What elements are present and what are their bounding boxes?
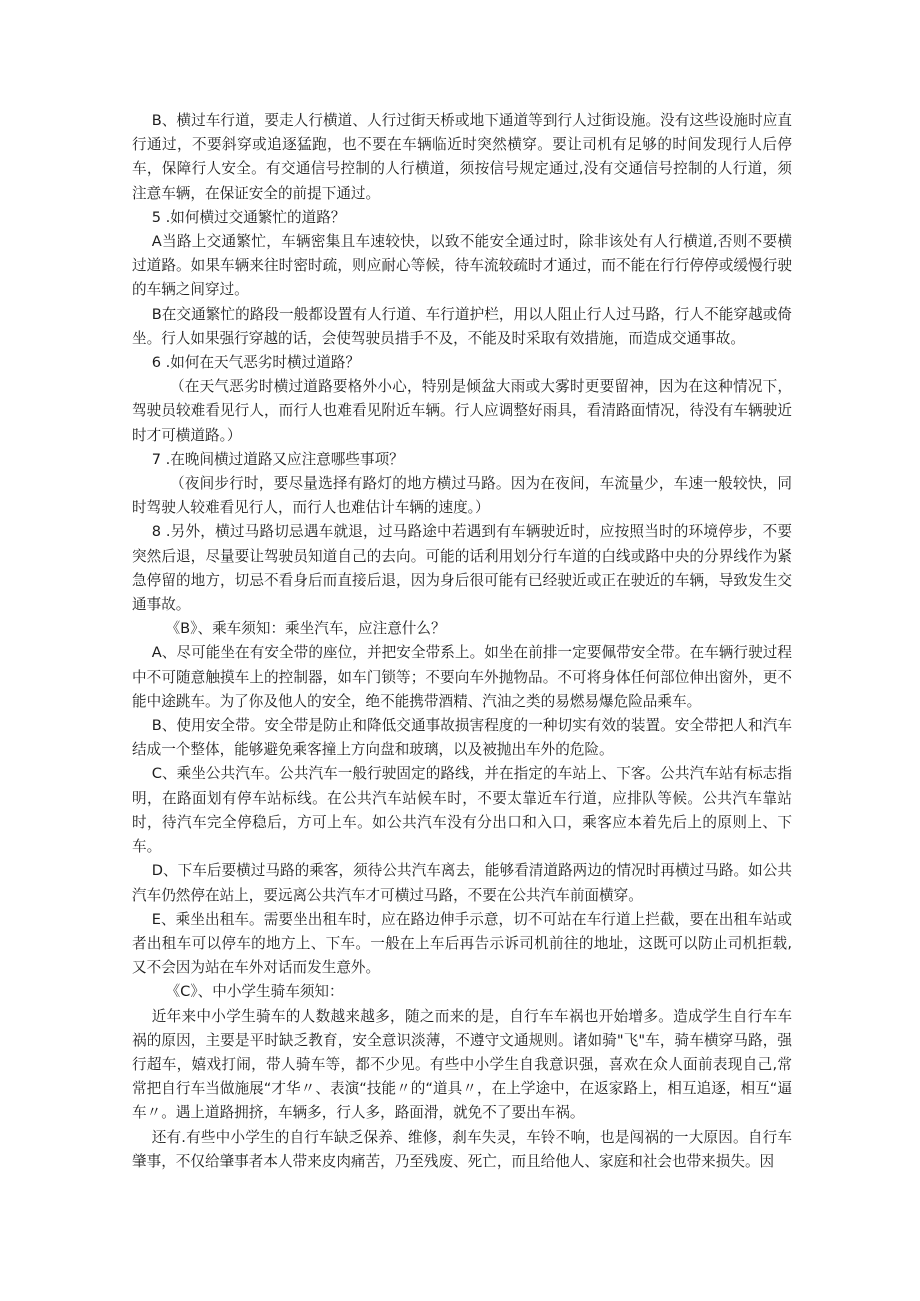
paragraph-student-cycling-1: 近年来中小学生骑车的人数越来越多，随之而来的是，自行车车祸也开始增多。造成学生自行车车祸的原因，主要是平时缺乏教育，安全意识淡薄，不遵守文通规则。诸如骑"飞"车，骑车横穿马路，强行超车，嬉戏打闹，带人骑车等，都不少见。有些中小学生自我意识强，喜欢在众人面前表现自己,常常把自行车当做施展“才华〃、表演“技能〃的“道具〃，在上学途中，在返家路上，相互追逐，相互“逼车〃。遇上道路拥挤，车辆多，行人多，路面滑，就免不了要出车祸。 [132, 1007, 792, 1122]
paragraph-riding-b: B、使用安全带。安全带是防止和降低交通事故损害程度的一种切实有效的装置。安全带把人和汽车结成一个整体，能够避免乘客撞上方向盘和玻璃，以及被抛出车外的危险。 [132, 717, 792, 759]
heading-bad-weather: 6 .如何在天气恶劣时横过道路？ [151, 354, 360, 372]
paragraph-busy-road-a: A当路上交通繁忙，车辆密集且车速较快，以致不能安全通过时，除非该处有人行横道,否则不要横过道路。如果车辆来往时密时疏，则应耐心等候，待车流较疏时才通过，而不能在行行停停或缓慢行驶的车辆之间穿过。 [132, 233, 792, 299]
paragraph-do-not-retreat: 8 .另外，横过马路切忌遇车就退，过马路途中若遇到有车辆驶近时，应按照当时的环境停步，不要突然后退，尽量要让驾驶员知道自己的去向。可能的话利用划分行车道的白线或路中央的分界线作为紧急停留的地方，切忌不看身后而直接后退，因为身后很可能有已经驶近或正在驶近的车辆，导致发生交通事故。 [132, 523, 792, 614]
paragraph-night-crossing: （夜间步行时，要尽量选择有路灯的地方横过马路。因为在夜间，车流量少，车速一般较快，同时驾驶人较难看见行人，而行人也难估计车辆的速度。） [132, 475, 792, 517]
paragraph-riding-d: D、下车后要横过马路的乘客，须待公共汽车离去，能够看清道路两边的情况时再横过马路。如公共汽车仍然停在站上，要远离公共汽车才可横过马路，不要在公共汽车前面横穿。 [132, 862, 792, 904]
heading-riding-bus: 《B》、乘车须知：乘坐汽车，应注意什么？ [165, 620, 446, 638]
heading-night-crossing: 7 .在晚间横过道路又应注意哪些事项？ [151, 450, 404, 468]
paragraph-student-cycling-2: 还有.有些中小学生的自行车缺乏保养、维修，刹车失灵，车铃不响，也是闯祸的一大原因。自行车肇事，不仅给肇事者本人带来皮肉痛苦，乃至残废、死亡，而且给他人、家庭和社会也带来损失。因 [132, 1128, 792, 1170]
heading-student-cycling: 《C》、中小学生骑车须知： [165, 983, 344, 1001]
paragraph-riding-c: C、乘坐公共汽车。公共汽车一般行驶固定的路线，并在指定的车站上、下客。公共汽车站有标志指明，在路面划有停车站标线。在公共汽车站候车时，不要太靠近车行道，应排队等候。公共汽车靠站时，待汽车完全停稳后，方可上车。如公共汽车没有分出口和入口，乘客应本着先后上的原则上、下车。 [132, 765, 792, 856]
document-body [132, 109, 792, 1174]
paragraph-riding-e: E、乘坐出租车。需要坐出租车时，应在路边伸手示意，切不可站在车行道上拦截，要在出租车站或者出租车可以停车的地方上、下车。一般在上车后再告示诉司机前往的地址，这既可以防止司机拒载,又不会因为站在车外对话而发生意外。 [132, 910, 792, 977]
paragraph-riding-a: A、尽可能坐在有安全带的座位，并把安全带系上。如坐在前排一定要佩带安全带。在车辆行驶过程中不可随意触摸车上的控制器，如车门锁等；不要向车外抛物品。不可将身体任何部位伸出窗外，更不能中途跳车。为了你及他人的安全，绝不能携带酒精、汽油之类的易燃易爆危险品乘车。 [132, 644, 792, 710]
heading-busy-road: 5 .如何横过交通繁忙的道路？ [151, 208, 346, 226]
paragraph-crossing-roadway: B、横过车行道，要走人行横道、人行过街天桥或地下通道等到行人过街设施。没有这些设施时应直行通过，不要斜穿或追逐猛跑，也不要在车辆临近时突然横穿。要让司机有足够的时间发现行人后停车，保障行人安全。有交通信号控制的人行横道，须按信号规定通过,没有交通信号控制的人行道，须注意车辆，在保证安全的前提下通过。 [132, 112, 792, 202]
paragraph-bad-weather: （在天气恶劣时横过道路要格外小心，特别是倾盆大雨或大雾时更要留神，因为在这种情况下，驾驶员较难看见行人，而行人也难看见附近车辆。行人应调整好雨具，看清路面情况，待没有车辆驶近时才可横道路。） [132, 378, 792, 444]
paragraph-busy-road-b: B在交通繁忙的路段一般都设置有人行道、车行道护栏，用以人阻止行人过马路，行人不能穿越或倚坐。行人如果强行穿越的话，会使驾驶员措手不及，不能及时采取有效措施，而造成交通事故。 [132, 305, 792, 347]
